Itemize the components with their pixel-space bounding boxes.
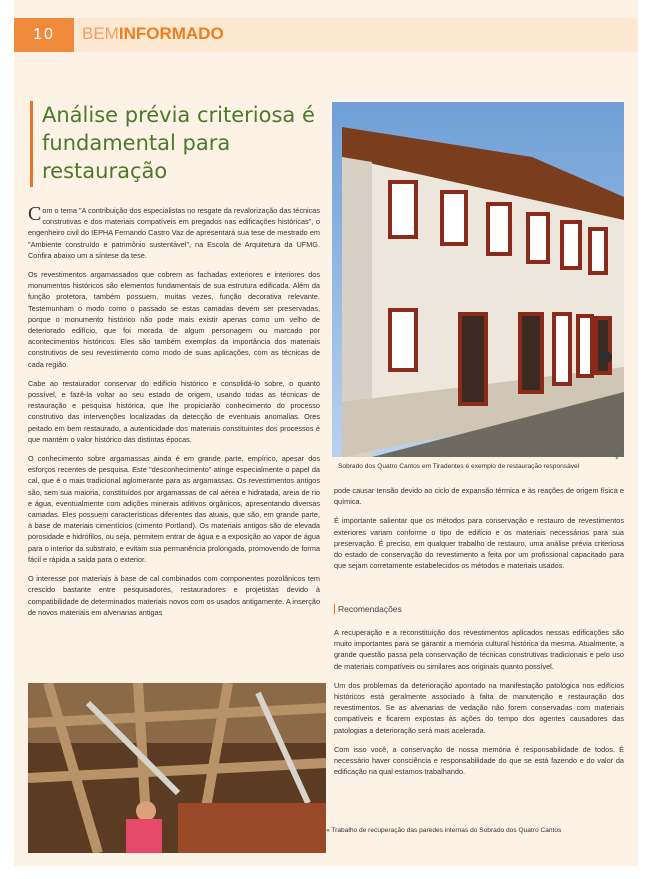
paragraph: A recuperação e a reconstituição dos revestimentos aplicados nessas edificações são muito importantes para se garantir a memória cultural histórica da mesma. Atualmente, a grande questão passa pela conservação de técnicas construtivas tradicionais e pelo uso de materiais compatíveis ou similares aos originais quanto possível. [334, 628, 624, 671]
right-column [334, 485, 624, 579]
paragraph: O conhecimento sobre argamassas ainda é em grande parte, empírico, apesar dos esforços recentes de pesquisa. Este "desconhecimento" atinge especialmente o papel da cal, que é o mais tradicional aglomerante para as argamassas. Os revestimentos antigos são, sem sua maioria, constituídos por argamassas de cal aérea e hidratada, areia de rio e água, eventualmente com adições minerais aditivos orgânicos, apresentando diversas camadas. Eles possuem características diferentes das atuais, que são, em grande parte, à base de materiais cimentícios (cimento Portland). Os materiais antigos são de elevada porosidade e hidrófilos, ou seja, permitem entrar de água e a exposição ao vapor de água para o interior da substrato, e evitam sua permanência prolongada, promovendo de forma fácil e rápida a saída para o exterior. [28, 454, 320, 564]
caption-arrow-icon: « [326, 827, 330, 834]
paragraph: Cabe ao restaurador conservar do edifício histórico e consolidá-lo sobre, o quanto possível, e fazê-la voltar ao seu estado de origem, usando todas as técnicas de restauração e pesquisa histórica, que lhe propiciarão conhecimento do processo construtivo das intervenções localizadas da detecção de eventuais anomalias. Ores peitado em bem restaurado, a autenticidade dos materiais constituintes dos processos é que mantém o valor histórico das distintas épocas. [28, 378, 320, 444]
brand-suffix: INFORMADO [118, 24, 224, 43]
bottom-photo-caption [326, 826, 626, 836]
paragraph: pode causar tensão devido ao ciclo de expansão térmica e às reações de origem física e química. [334, 486, 624, 507]
paragraph: Com isso você, a conservação de nossa memória é responsabilidade de todos. É necessário haver consciência e responsabilidade do que se está fazendo e do valor da edificação na qual estamos trabalhando. [334, 744, 624, 777]
top-photo-caption [338, 454, 628, 472]
recommendations-column [334, 627, 624, 785]
drop-cap: C [28, 203, 42, 225]
top-caption-text: Sobrado dos Quatro Cantos em Tiradentes é exemplo de restauração responsável [338, 463, 580, 470]
bottom-caption-text: Trabalho de recuperação das paredes internas do Sobrado dos Quatro Cantos [331, 827, 562, 834]
title-accent-bar [30, 101, 33, 187]
paragraph: Com o tema "A contribuição dos especialistas no resgate da revalorização das técnicas construtivas e dos materiais compatíveis em pregados nas edificações históricas", o engenheiro civil do IEPHA Fernando Castro Vaz de apresentará sua tese de mestrado em "Ambiente construído e patrimônio sustentável", na Escola de Arquitetura da UFMG. Confira abaixo um a síntese da tese. [28, 203, 320, 260]
left-column [28, 205, 320, 626]
page-number: 10 [14, 18, 74, 52]
section-heading: Recomendações [334, 604, 402, 614]
caption-arrow-icon: ⇑ [614, 454, 620, 461]
paragraph: O interesse por materiais à base de cal combinados com componentes pozolânicos tem crescido bastante entre pesquisadores, restauradores e projetistas devido à compatibilidade de determinados materiais novos com os usados antigamente. A inserção de novos materiais em alvenarias antigas [28, 574, 320, 617]
brand-prefix: BEM [82, 24, 119, 43]
paragraph: É importante salientar que os métodos para conservação e restauro de revestimentos exteriores variam conforme o tipo de edifício e os materiais necessários para sua preservação. É preciso, em qualquer trabalho de restauro, uma análise prévia criteriosa do estado de conservação do revestimento a feita por um profissional capacitado para que sejam corretamente estabelecidos os métodos e materiais usados. [334, 516, 624, 571]
paragraph: Um dos problemas da deterioração apontado na manifestação patológica nos edifícios históricos está geralmente associado à falta de manutenção e restauração dos revestimentos. Se as alvenarias de vedação não forem conservadas com materiais compatíveis e ficarem expostas às ações do tempo dos agentes causadores das patologias a deterioração será mais acelerada. [334, 680, 624, 735]
building-photo [332, 102, 624, 457]
restoration-photo [28, 683, 326, 853]
paragraph: Os revestimentos argamassados que cobrem as fachadas exteriores e interiores dos monumentos históricos são elementos fundamentais de sua estrutura edificada. Além da função protetora, também possuem, muitas vezes, função decorativa relevante. Testemunham o modo como o passado se estas camadas devem ser preservadas, porque o monumento histórico não pode mais existir apenas como um velho de deteriorado edifício, que foi morada de algum personagem ou marcado por acontecimentos históricos. Eles são também exemplos da importância dos materiais construtivos de seu revestimento como modo de suas aplicações, com as técnicas de cada região. [28, 270, 320, 369]
article-title: Análise prévia criteriosa é fundamental para restauração [42, 103, 315, 183]
brand-logo [82, 23, 224, 45]
